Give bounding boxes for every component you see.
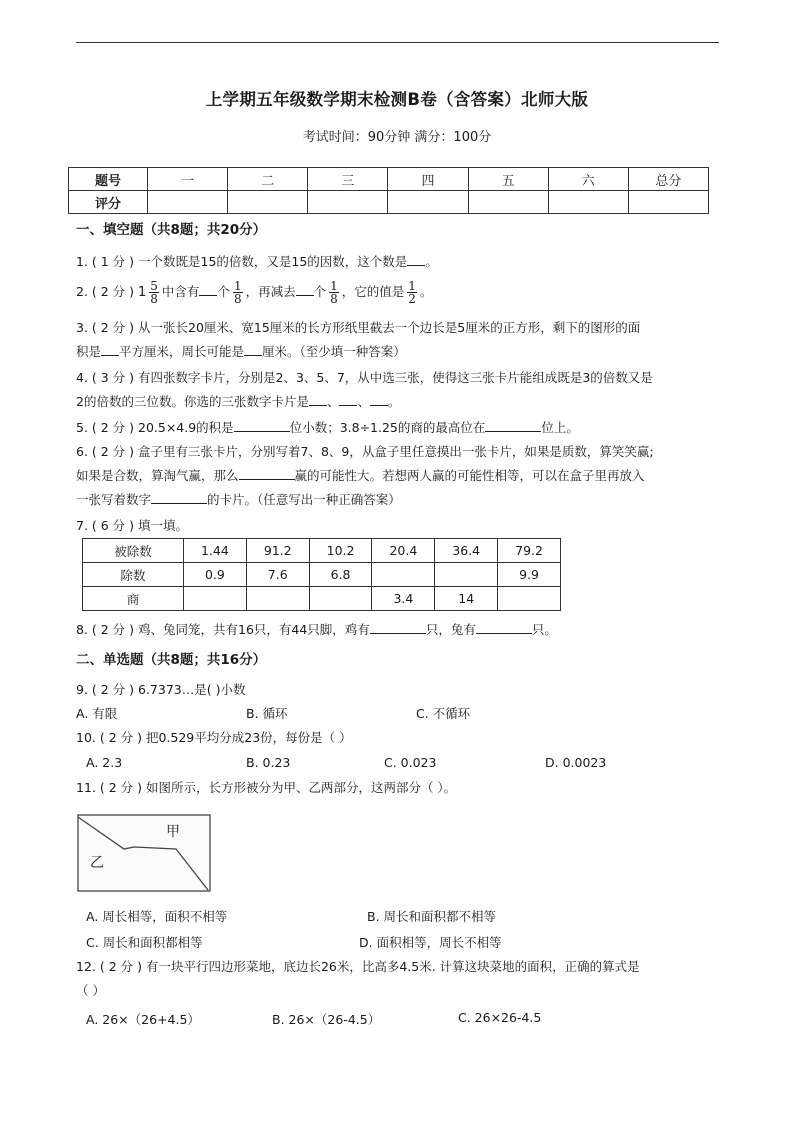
option-a[interactable]: A. 2.3 bbox=[86, 755, 123, 770]
question-12: 12. ( 2 分 ) 有一块平行四边形菜地，底边长26米，比高多4.5米. 计算这块菜地的面积，正确的算式是 （ ） bbox=[76, 955, 640, 1003]
answer-cell[interactable] bbox=[246, 587, 309, 611]
question-4: 4. ( 3 分 ) 有四张数字卡片，分别是2、3、5、7，从中选三张，使得这三张卡片能组成既是3的倍数又是 2的倍数的三位数。你选的三张数字卡片是 、 、 。 bbox=[76, 366, 653, 414]
option-c[interactable]: C. 不循环 bbox=[416, 706, 471, 721]
table-row: 除数 0.9 7.6 6.8 9.9 bbox=[83, 563, 561, 587]
answer-blank[interactable] bbox=[239, 465, 295, 480]
answer-blank[interactable] bbox=[485, 417, 541, 432]
exam-info: 考试时间：90分钟 满分：100分 bbox=[302, 130, 492, 145]
score-col-1: 一 bbox=[148, 168, 228, 191]
score-cell[interactable] bbox=[228, 191, 308, 214]
answer-blank[interactable] bbox=[407, 251, 425, 266]
answer-blank[interactable] bbox=[309, 391, 327, 406]
question-8: 8. ( 2 分 ) 鸡、兔同笼，共有16只，有44只脚，鸡有 只，兔有 只。 bbox=[76, 618, 557, 642]
answer-cell[interactable] bbox=[498, 587, 561, 611]
score-cell[interactable] bbox=[548, 191, 628, 214]
answer-blank[interactable] bbox=[476, 619, 532, 634]
fraction: $\frac{1}{8}$ bbox=[233, 279, 242, 306]
answer-cell[interactable] bbox=[309, 587, 372, 611]
option-b[interactable]: B. 26×（26-4.5） bbox=[272, 1012, 381, 1027]
score-col-6: 六 bbox=[548, 168, 628, 191]
answer-blank[interactable] bbox=[199, 281, 217, 296]
score-cell[interactable] bbox=[308, 191, 388, 214]
question-9: 9. ( 2 分 ) 6.7373…是( )小数 bbox=[76, 682, 246, 697]
answer-blank[interactable] bbox=[151, 489, 207, 504]
option-b[interactable]: B. 0.23 bbox=[246, 755, 291, 770]
question-5: 5. ( 2 分 ) 20.5×4.9的积是 位小数；3.8÷1.25的商的最高位在 位上。 bbox=[76, 416, 579, 440]
question-text: 8. ( 2 分 ) 鸡、兔同笼，共有16只，有44只脚，鸡有 bbox=[76, 622, 370, 637]
fraction: $\frac{5}{8}$ bbox=[150, 279, 158, 306]
question-2: 2. ( 2 分 ) 1 $\frac{5}{8}$ 中含有 个 $\frac{1}{8}$ ，再减去 个 $\frac{1}{8}$ ，它的值是 $\frac{1}{2}$ 。 bbox=[76, 279, 433, 306]
question-7: 7. ( 6 分 ) 填一填。 bbox=[76, 518, 188, 533]
label-jia: 甲 bbox=[166, 824, 180, 840]
option-c[interactable]: C. 0.023 bbox=[384, 755, 437, 770]
question-text: 1. ( 1 分 ) 一个数既是15的倍数，又是15的因数，这个数是 bbox=[76, 254, 408, 269]
answer-cell[interactable] bbox=[435, 563, 498, 587]
answer-blank[interactable] bbox=[370, 391, 388, 406]
fraction: $\frac{1}{8}$ bbox=[330, 279, 338, 306]
option-c[interactable]: C. 26×26-4.5 bbox=[458, 1010, 542, 1025]
score-table-row-header bbox=[69, 168, 709, 191]
question-6: 6. ( 2 分 ) 盒子里有三张卡片，分别写着7、8、9，从盒子里任意摸出一张卡片，如果是质数，算笑笑赢; 如果是合数，算淘气赢，那么 赢的可能性大。若想两人赢的可能性相等，可以在盒子里再放入 一张写着数字 的卡片。（任意写出一种正确答案） bbox=[76, 440, 654, 512]
option-d[interactable]: D. 0.0023 bbox=[545, 755, 607, 770]
score-table-row-score bbox=[69, 191, 709, 214]
option-a[interactable]: A. 26×（26+4.5） bbox=[86, 1012, 200, 1027]
rectangle-figure bbox=[76, 813, 212, 893]
answer-blank[interactable] bbox=[339, 391, 357, 406]
question-text: 5. ( 2 分 ) 20.5×4.9的积是 bbox=[76, 420, 234, 435]
answer-blank[interactable] bbox=[370, 619, 426, 634]
section-heading-fill-in: 一、填空题（共8题；共20分） bbox=[76, 222, 267, 238]
question-text: 12. ( 2 分 ) 有一块平行四边形菜地，底边长26米，比高多4.5米. 计算这块菜地的面积，正确的算式是 bbox=[76, 959, 640, 974]
question-1: 1. ( 1 分 ) 一个数既是15的倍数，又是15的因数，这个数是 。 bbox=[76, 250, 438, 274]
answer-cell[interactable] bbox=[184, 587, 247, 611]
score-col-5: 五 bbox=[468, 168, 548, 191]
table-row: 被除数 1.44 91.2 10.2 20.4 36.4 79.2 bbox=[83, 539, 561, 563]
division-table bbox=[82, 538, 561, 611]
answer-blank[interactable] bbox=[101, 341, 119, 356]
score-row-label: 评分 bbox=[69, 191, 148, 214]
option-d[interactable]: D. 面积相等，周长不相等 bbox=[359, 935, 502, 950]
answer-blank[interactable] bbox=[244, 341, 262, 356]
question-3: 3. ( 2 分 ) 从一张长20厘米、宽15厘米的长方形纸里截去一个边长是5厘米的正方形，剩下的图形的面 积是 平方厘米，周长可能是 厘米。（至少填一种答案） bbox=[76, 316, 640, 364]
option-b[interactable]: B. 循环 bbox=[246, 706, 288, 721]
question-text: 4. ( 3 分 ) 有四张数字卡片，分别是2、3、5、7，从中选三张，使得这三张卡片能组成既是3的倍数又是 bbox=[76, 370, 653, 385]
question-text: 3. ( 2 分 ) 从一张长20厘米、宽15厘米的长方形纸里截去一个边长是5厘米的正方形，剩下的图形的面 bbox=[76, 320, 641, 335]
top-rule bbox=[76, 42, 719, 43]
score-col-4: 四 bbox=[388, 168, 468, 191]
page-title: 上学期五年级数学期末检测B卷（含答案）北师大版 bbox=[205, 90, 589, 109]
section-heading-single-choice: 二、单选题（共8题；共16分） bbox=[76, 652, 267, 668]
table-row: 商 3.4 14 bbox=[83, 587, 561, 611]
mixed-number-whole: 1 bbox=[138, 285, 147, 300]
option-a[interactable]: A. 周长相等，面积不相等 bbox=[86, 909, 228, 924]
score-cell[interactable] bbox=[468, 191, 548, 214]
score-col-3: 三 bbox=[308, 168, 388, 191]
fraction: $\frac{1}{2}$ bbox=[408, 279, 416, 306]
score-cell[interactable] bbox=[148, 191, 228, 214]
question-10: 10. ( 2 分 ) 把0.529平均分成23份，每份是（ ） bbox=[76, 730, 352, 745]
score-col-2: 二 bbox=[228, 168, 308, 191]
score-cell[interactable] bbox=[388, 191, 468, 214]
score-table bbox=[68, 167, 709, 214]
answer-cell[interactable] bbox=[372, 563, 435, 587]
option-c[interactable]: C. 周长和面积都相等 bbox=[86, 935, 203, 950]
question-11: 11. ( 2 分 ) 如图所示，长方形被分为甲、乙两部分，这两部分（ ）。 bbox=[76, 780, 457, 795]
answer-blank[interactable] bbox=[296, 281, 314, 296]
score-cell[interactable] bbox=[628, 191, 708, 214]
question-text: 6. ( 2 分 ) 盒子里有三张卡片，分别写着7、8、9，从盒子里任意摸出一张卡片，如果是质数，算笑笑赢; bbox=[76, 444, 654, 459]
score-col-total: 总分 bbox=[628, 168, 708, 191]
answer-blank[interactable] bbox=[234, 417, 290, 432]
option-a[interactable]: A. 有限 bbox=[76, 706, 118, 721]
score-row-label: 题号 bbox=[69, 168, 148, 191]
option-b[interactable]: B. 周长和面积都不相等 bbox=[367, 909, 497, 924]
question-text: 2. ( 2 分 ) bbox=[76, 284, 138, 299]
label-yi: 乙 bbox=[90, 855, 104, 871]
